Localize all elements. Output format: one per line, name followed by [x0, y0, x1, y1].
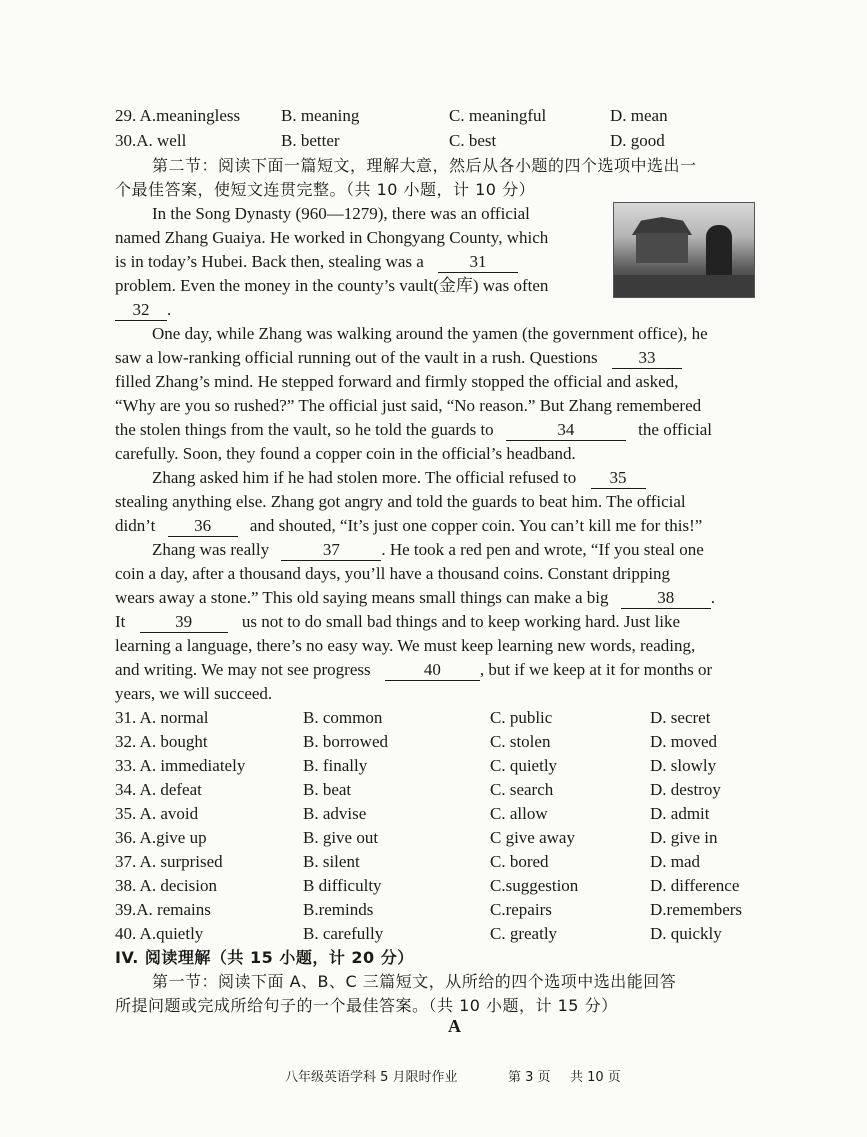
- passage-text: , but if we keep at it for months or: [479, 660, 713, 679]
- option-row-30: [115, 129, 815, 153]
- passage-line: named Zhang Guaiya. He worked in Chongyang County, which: [115, 228, 549, 247]
- option-a: 38. A. decision: [115, 876, 217, 895]
- option-b: B difficulty: [303, 876, 382, 895]
- passage-line: filled Zhang’s mind. He stepped forward and firmly stopped the official and asked,: [115, 372, 679, 391]
- option-c: C. public: [490, 708, 553, 727]
- passage-line: [152, 466, 646, 490]
- ground: [614, 275, 754, 297]
- passage-text: us not to do small bad things and to keep working hard. Just like: [241, 612, 681, 631]
- passage-line: problem. Even the money in the county’s vault(金库) was often: [115, 276, 549, 295]
- blank-36: 36: [168, 516, 238, 537]
- option-a: 36. A.give up: [115, 828, 207, 847]
- passage-text: It: [115, 612, 126, 631]
- option-a: 30.A. well: [115, 131, 187, 150]
- option-c: C give away: [490, 828, 575, 847]
- option-c: C. meaningful: [449, 106, 547, 125]
- option-d: D. mean: [610, 106, 668, 125]
- passage-line: One day, while Zhang was walking around the yamen (the government office), he: [152, 324, 708, 343]
- option-row-34: [115, 778, 815, 802]
- passage-line: learning a language, there’s no easy way. We must keep learning new words, reading,: [115, 636, 696, 655]
- option-c: C. search: [490, 780, 554, 799]
- section2-heading-line1: 第二节：阅读下面一篇短文，理解大意，然后从各小题的四个选项中选出一: [152, 156, 697, 175]
- footer-total-pages: 共 10 页: [570, 1070, 621, 1085]
- blank-38: 38: [621, 588, 711, 609]
- option-row-39: [115, 898, 815, 922]
- passage-text: and writing. We may not see progress: [115, 660, 371, 679]
- blank-31: 31: [438, 252, 518, 273]
- passage-text: saw a low-ranking official running out of the vault in a rush. Questions: [115, 348, 598, 367]
- option-d: D. difference: [650, 876, 740, 895]
- option-a: 34. A. defeat: [115, 780, 202, 799]
- option-c: C. bored: [490, 852, 549, 871]
- option-b: B. meaning: [281, 106, 360, 125]
- option-a: 37. A. surprised: [115, 852, 223, 871]
- blank-37: 37: [281, 540, 381, 561]
- option-c: C. allow: [490, 804, 548, 823]
- option-b: B. finally: [303, 756, 368, 775]
- passage-line: coin a day, after a thousand days, you’ll have a thousand coins. Constant dripping: [115, 564, 671, 583]
- footer-page-number: 第 3 页: [508, 1070, 551, 1085]
- passage-a-label: A: [448, 1016, 461, 1036]
- passage-line: wears away a stone.” This old saying means small things can make a big 38 .: [115, 588, 716, 607]
- passage-text: the official: [638, 420, 712, 439]
- option-d: D. moved: [650, 732, 718, 751]
- option-row-31: [115, 706, 815, 730]
- footer-title: 八年级英语学科 5 月限时作业: [285, 1070, 458, 1085]
- option-d: D. secret: [650, 708, 711, 727]
- passage-line: [115, 346, 682, 370]
- option-d: D. destroy: [650, 780, 721, 799]
- blank-32: 32: [115, 300, 167, 321]
- option-b: B. give out: [303, 828, 379, 847]
- passage-line: “Why are you so rushed?” The official just said, “No reason.” But Zhang remembered: [115, 396, 702, 415]
- option-row-38: [115, 874, 815, 898]
- section4-subheading-line1: 第一节：阅读下面 A、B、C 三篇短文，从所给的四个选项中选出能回答: [152, 972, 677, 991]
- option-row-35: [115, 802, 815, 826]
- option-row-37: [115, 850, 815, 874]
- passage-line: years, we will succeed.: [115, 684, 273, 703]
- option-d: D. quickly: [650, 924, 722, 943]
- option-a: 35. A. avoid: [115, 804, 199, 823]
- palace-hall: [636, 233, 688, 263]
- passage-line: [115, 250, 518, 274]
- option-c: C. stolen: [490, 732, 551, 751]
- option-c: C. quietly: [490, 756, 558, 775]
- option-row-33: [115, 754, 815, 778]
- passage-text: wears away a stone.” This old saying means small things can make a big: [115, 588, 609, 607]
- blank-34: 34: [506, 420, 626, 441]
- option-b: B. better: [281, 131, 340, 150]
- option-d: D. give in: [650, 828, 718, 847]
- option-d: D. admit: [650, 804, 710, 823]
- option-d: D. slowly: [650, 756, 717, 775]
- option-row-32: [115, 730, 815, 754]
- option-row-36: [115, 826, 815, 850]
- passage-text: Zhang was really: [152, 540, 270, 559]
- option-c: C.suggestion: [490, 876, 579, 895]
- option-b: B. beat: [303, 780, 352, 799]
- option-c: C. best: [449, 131, 497, 150]
- option-a: 31. A. normal: [115, 708, 209, 727]
- option-d: D.remembers: [650, 900, 743, 919]
- passage-line: [115, 658, 712, 682]
- option-row-40: [115, 922, 815, 946]
- passage-text: the stolen things from the vault, so he told the guards to: [115, 420, 494, 439]
- blank-39: 39: [140, 612, 228, 633]
- passage-line: 32 .: [115, 298, 171, 322]
- section4-subheading-line2: 所提问题或完成所给句子的一个最佳答案。（共 10 小题，计 15 分）: [115, 996, 618, 1015]
- option-a: 39.A. remains: [115, 900, 211, 919]
- passage-line: [115, 418, 712, 442]
- option-d: D. mad: [650, 852, 701, 871]
- option-c: C.repairs: [490, 900, 552, 919]
- blank-40: 40: [385, 660, 480, 681]
- option-row-29: [115, 104, 815, 128]
- passage-line: [115, 514, 702, 538]
- option-b: B. carefully: [303, 924, 384, 943]
- passage-text: . He took a red pen and wrote, “If you steal one: [381, 540, 704, 559]
- blank-33: 33: [612, 348, 682, 369]
- option-b: B. common: [303, 708, 383, 727]
- blank-35: 35: [591, 468, 646, 489]
- section4-heading: IV. 阅读理解（共 15 小题，计 20 分）: [115, 948, 414, 967]
- passage-text: didn’t: [115, 516, 156, 535]
- option-b: B. borrowed: [303, 732, 388, 751]
- option-b: B.reminds: [303, 900, 374, 919]
- option-a: 33. A. immediately: [115, 756, 246, 775]
- passage-illustration: [613, 202, 755, 298]
- passage-line: carefully. Soon, they found a copper coin in the official’s headband.: [115, 444, 576, 463]
- option-a: 40. A.quietly: [115, 924, 204, 943]
- option-b: B. advise: [303, 804, 367, 823]
- option-a: 29. A.meaningless: [115, 106, 241, 125]
- option-d: D. good: [610, 131, 665, 150]
- option-b: B. silent: [303, 852, 360, 871]
- passage-line: In the Song Dynasty (960—1279), there was an official: [152, 204, 530, 223]
- passage-text: Zhang asked him if he had stolen more. The official refused to: [152, 468, 577, 487]
- passage-text: and shouted, “It’s just one copper coin. You can’t kill me for this!”: [249, 516, 703, 535]
- passage-text: is in today’s Hubei. Back then, stealing was a: [115, 252, 424, 271]
- section2-heading-line2: 个最佳答案，使短文连贯完整。（共 10 小题，计 10 分）: [115, 180, 536, 199]
- option-c: C. greatly: [490, 924, 558, 943]
- passage-line: stealing anything else. Zhang got angry and told the guards to beat him. The official: [115, 492, 686, 511]
- option-a: 32. A. bought: [115, 732, 208, 751]
- passage-line: [152, 538, 704, 562]
- passage-line: [115, 610, 680, 634]
